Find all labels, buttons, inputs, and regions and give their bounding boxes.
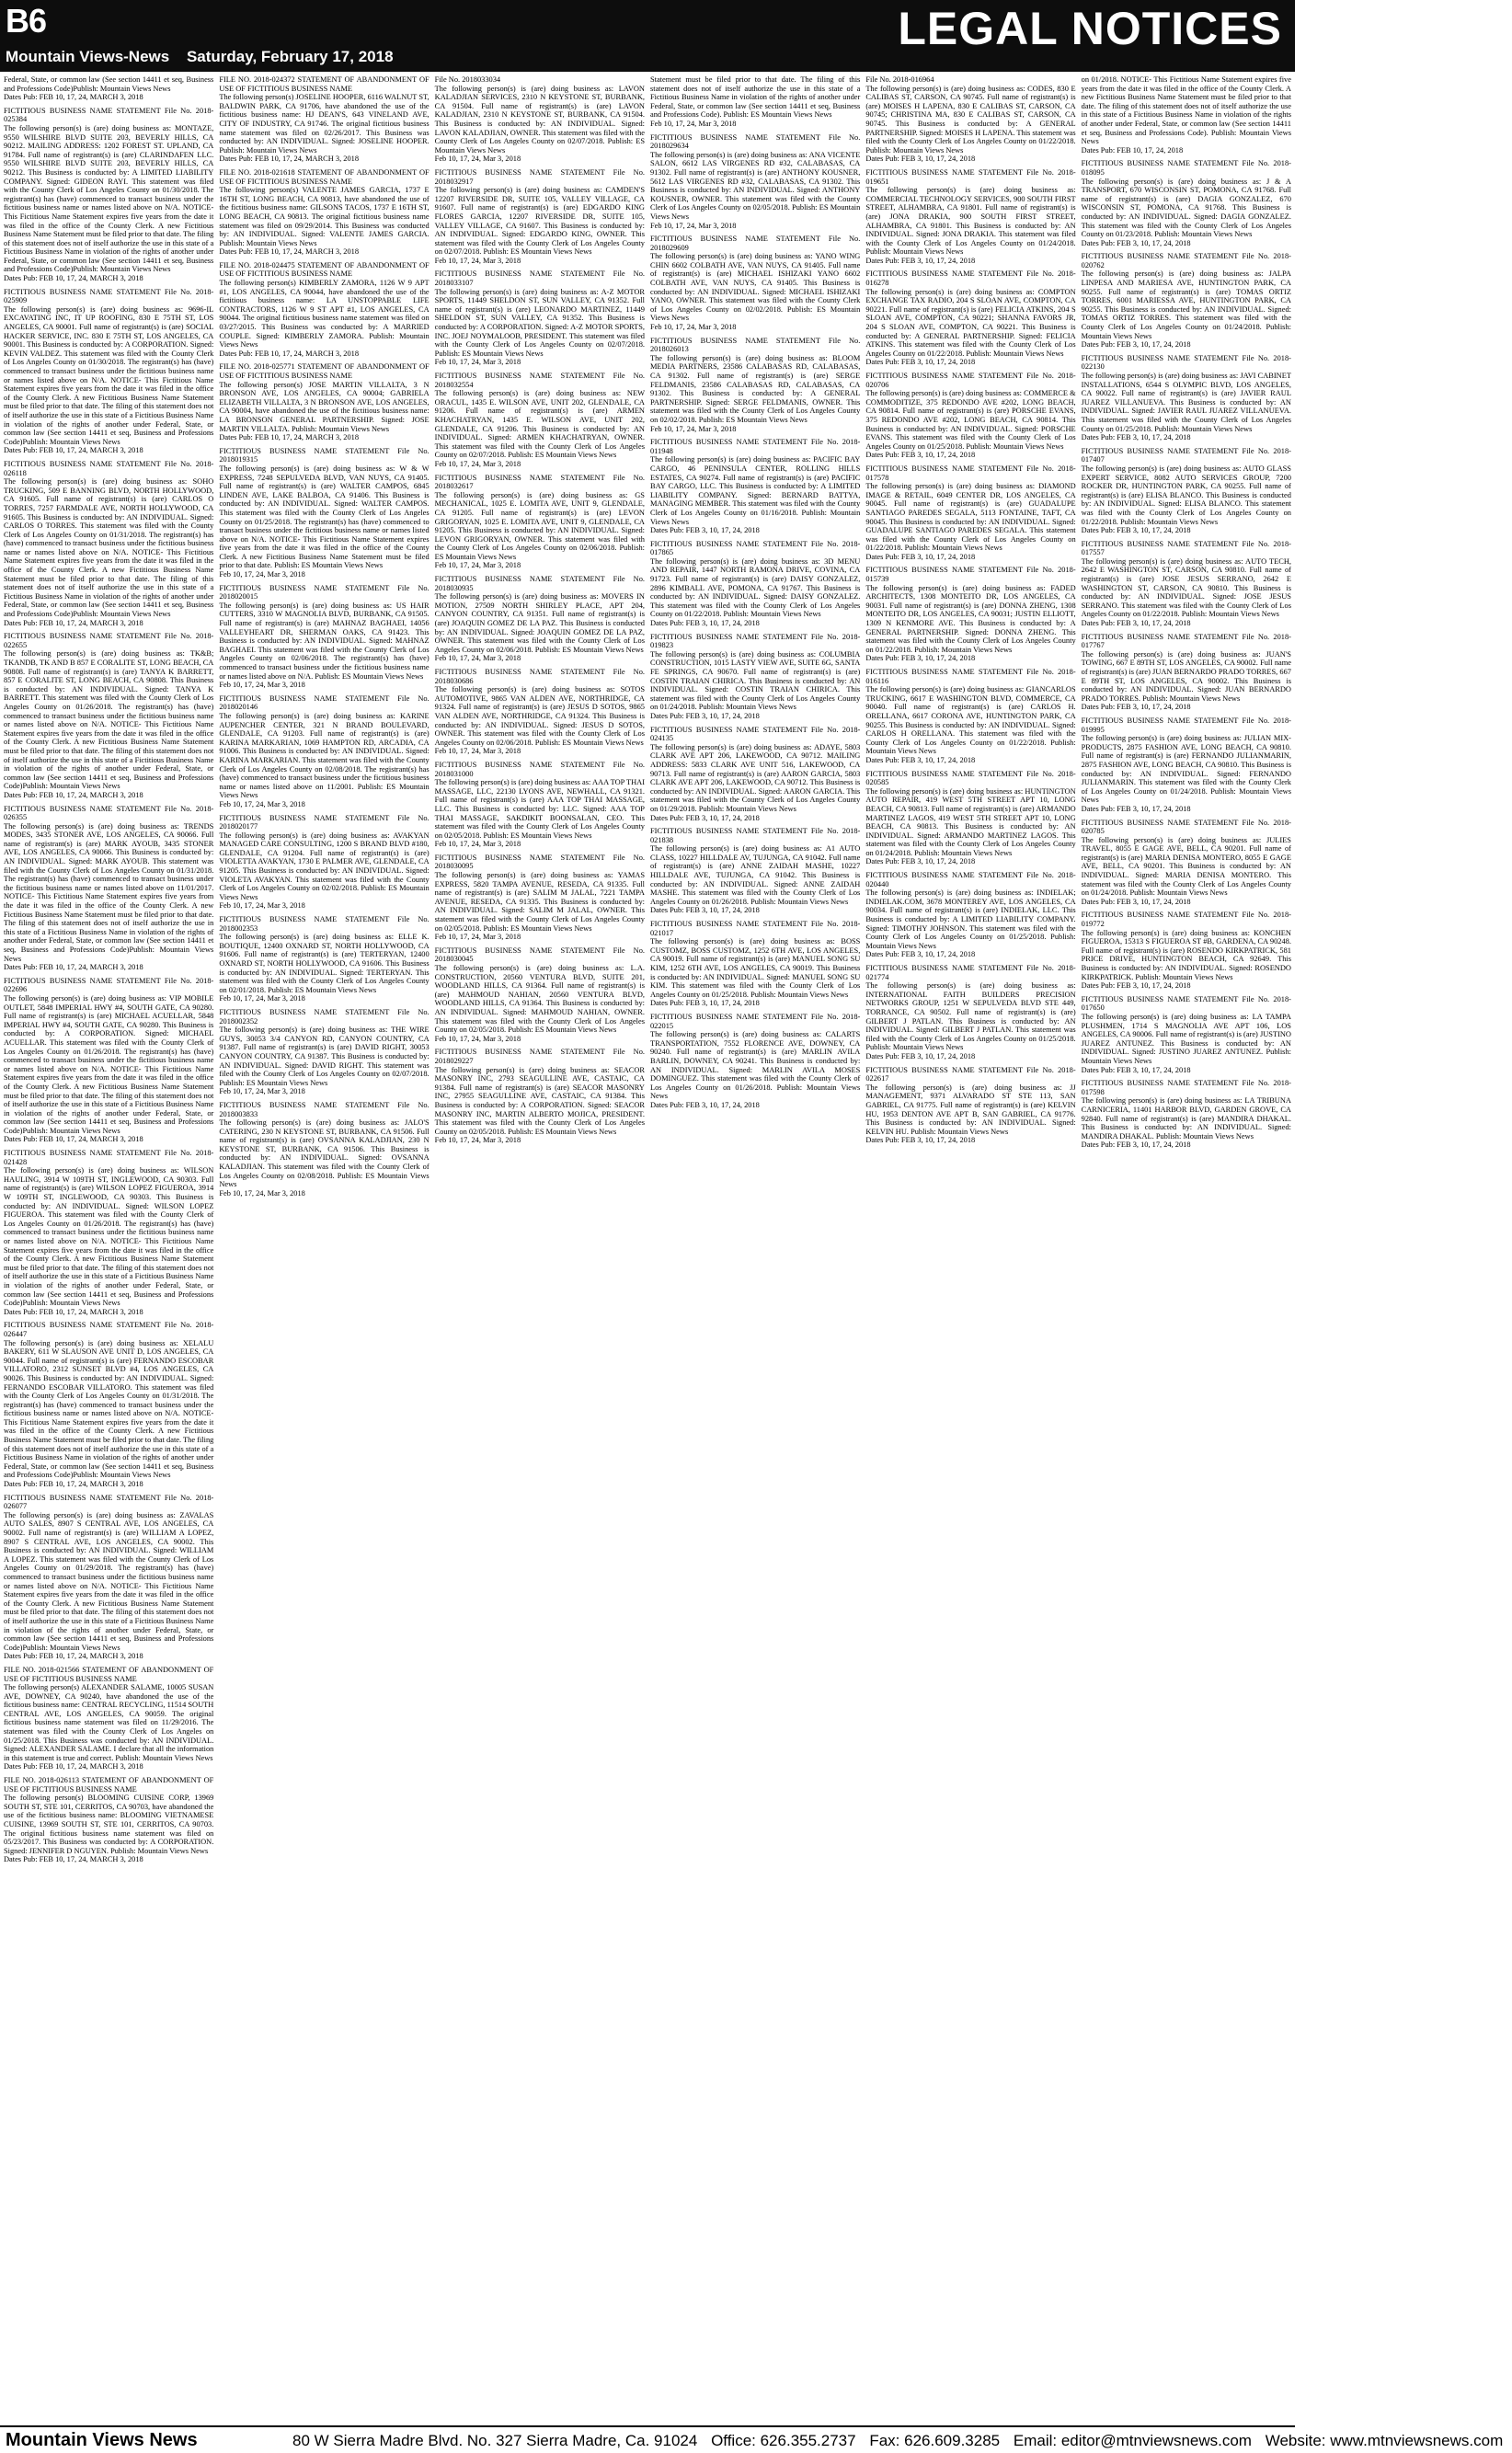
notice-title: FICTITIOUS BUSINESS NAME STATEMENT File No. 2018-017557 xyxy=(1081,539,1291,557)
notice-body: The following person(s) is (are) doing business as: ZAVALAS AUTO SALES, 8907 S CENTRAL AVE, LOS ANGELES, CA 90002. Full name of registrant(s) is (are) WILLIAM A LOPEZ, 8907 S CENTRAL AVE, LOS ANGELES, CA 90002. This Business is conducted by: AN INDIVIDUAL. Signed: WILLIAM A LOPEZ. This statement was filed with the County Clerk of Los Angeles County on 01/29/2018. The registrant(s) has (have) commenced to transact business under the fictitious business name or names listed above on N/A. NOTICE- This Fictitious Name Statement expires five years from the date it was filed in the office of the County Clerk. A new Fictitious Business Name Statement must be filed prior to that date. The filing of this statement does not of itself authorize the use in this state of a Fictitious Business Name in violation of the rights of another under Federal, State, or common law (See section 14411 et seq, Business and Professions Code)Publish: Mountain Views News xyxy=(4,1510,214,1652)
legal-notice xyxy=(650,75,860,129)
notice-body: The following person(s) VALENTE JAMES GARCIA, 1737 E 16TH ST, LONG BEACH, CA 90813, have abandoned the use of the fictitious business name: GILSONS TACOS, 1737 E 16TH ST, LONG BEACH, CA 90813. The original fictitious business name statement was filed on 09/29/2014. This Business was conducted by: AN INDIVIDUAL. Signed: VALENTE JAMES GARCIA. Publish: Mountain Views News xyxy=(219,186,430,247)
notice-publication-dates: Dates Pub: FEB 3, 10, 17, 24, 2018 xyxy=(865,1051,976,1060)
notice-title: FICTITIOUS BUSINESS NAME STATEMENT File No. 2018-017598 xyxy=(1081,1079,1291,1096)
legal-notice xyxy=(219,915,429,1003)
notice-body: The following person(s) is (are) doing business as: SOTOS AUTOMOTIVE, 9865 VAN ALDEN AVE, NORTHRIDGE, CA 91324. Full name of registrant(s) is (are) JESUS D SOTOS, 9865 VAN ALDEN AVE, NORTHRIDGE, CA 91324. This Business is conducted by: AN INDIVIDUAL. Signed: JESUS D SOTOS, OWNER. This statement was filed with the County Clerk of Los Angeles County on 02/06/2018. Publish: ES Mountain Views News xyxy=(434,685,645,747)
notice-publication-dates: Dates Pub: FEB 3, 10, 17, 24, 2018 xyxy=(865,857,976,866)
legal-notice xyxy=(1082,633,1291,712)
notice-title: FICTITIOUS BUSINESS NAME STATEMENT File No. 2018033107 xyxy=(434,269,645,288)
legal-notice xyxy=(435,854,645,942)
notice-body: The following person(s) is (are) doing business as: MOVERS IN MOTION, 27509 NORTH SHIRLEY PLACE, APT 204, CANYON COUNTRY, CA 91351. Full name of registrant(s) is (are) JOAQUIN GOMEZ DE LA PAZ. This Business is conducted by: AN INDIVIDUAL. Signed: JOAQUIN GOMEZ DE LA PAZ, OWNER. This statement was filed with the County Clerk of Los Angeles County on 02/06/2018. Publish: ES Mountain Views News xyxy=(434,592,645,654)
notice-body: The following person(s) is (are) doing business as: KARINE AUPENCHER CENTER, 321 N BRAND BOULEVARD, GLENDALE, CA 91203. Full name of registrant(s) is (are) KARINA MARKARIAN, 1069 HAMPTON RD, ARCADIA, CA 91006. This Business is conducted by: AN INDIVIDUAL. Signed: KARINA MARKARIAN. This statement was filed with the County Clerk of Los Angeles County on 02/08/2018. The registrant(s) has (have) commenced to transact business under the fictitious business name or names listed above on 11/2001. Publish: ES Mountain Views News xyxy=(219,711,430,800)
notice-publication-dates: Dates Pub: FEB 10, 17, 24, MARCH 3, 2018 xyxy=(4,446,143,455)
notice-title: FICTITIOUS BUSINESS NAME STATEMENT File No. 2018-026077 xyxy=(4,1493,214,1511)
legal-notice xyxy=(4,107,213,283)
legal-notice xyxy=(219,694,429,809)
notice-publication-dates: Dates Pub: FEB 10, 17, 24, MARCH 3, 2018 xyxy=(4,1652,143,1661)
notice-title: FICTITIOUS BUSINESS NAME STATEMENT File No. 2018029227 xyxy=(434,1048,645,1065)
notice-publication-dates: Dates Pub: FEB 10, 17, 24, MARCH 3, 2018 xyxy=(4,790,143,799)
issue-date: Saturday, February 17, 2018 xyxy=(186,48,394,65)
notice-column xyxy=(219,75,429,2424)
notice-body: The following person(s) is (are) doing business as: US HAIR CUTTERS, 3310 W MAGNOLIA BLVD, BURBANK, CA 91505. Full name of registrant(s) is (are) MAHNAZ BAGHAEI, 14056 VALLEYHEART DR, SHERMAN OAKS, CA 91423. This Business is conducted by: AN INDIVIDUAL. Signed: MAHNAZ BAGHAEI. This statement was filed with the County Clerk of Los Angeles County on 02/06/2018. The registrant(s) has (have) commenced to transact business under the fictitious business name or names listed above on N/A. Publish: ES Mountain Views News xyxy=(219,601,430,681)
notice-publication-dates: Feb 10, 17, 24, Mar 3, 2018 xyxy=(434,654,521,663)
notice-body: The following person(s) is (are) doing business as: TRENDS MODES, 3435 STONER AVE, LOS ANGELES, CA 90066. Full name of registrant(s) is (are) MARK AYOUB, 3435 STONER AVE, LOS ANGELES, CA 90066. This Business is conducted by: AN INDIVIDUAL. Signed: MARK AYOUB. This statement was filed with the County Clerk of Los Angeles County on 01/31/2018. The registrant(s) has (have) commenced to transact business under the fictitious business name or names listed above on 11/01/2017. NOTICE- This Fictitious Name Statement expires five years from the date it was filed in the office of the County Clerk. A new Fictitious Business Name Statement must be filed prior to that date. The filing of this statement does not of itself authorize the use in this state of a Fictitious Business Name in violation of the rights of another under Federal, State, or common law (See section 14411 et seq, Business and Professions Code)Publish: Mountain Views News xyxy=(4,821,214,963)
notice-body: The following person(s) is (are) doing business as: COMMERCIAL TECHNOLOGY SERVICES, 900 SOUTH FIRST STREET, ALHAMBRA, CA 91801. Full name of registrant(s) is (are) JONA DRAKIA, 900 SOUTH FIRST STREET, ALHAMBRA, CA 91801. This Business is conducted by: AN INDIVIDUAL. Signed: JONA DRAKIA. This statement was filed with the County Clerk of Los Angeles County on 01/24/2018. Publish: Mountain Views News xyxy=(865,186,1076,257)
notice-publication-dates: Feb 10, 17, 24, Mar 3, 2018 xyxy=(649,323,737,332)
notice-title: FICTITIOUS BUSINESS NAME STATEMENT File No. 2018-019772 xyxy=(1081,911,1291,929)
notice-body: The following person(s) is (are) doing business as: KONCHEN FIGUEROA, 15313 S FIGUEROA ST #B, GARDENA, CA 90248. Full name of registrant(s) is (are) ROSENDO KIRKPATRICK, 581 PRICE DRIVE, HUNTINGTON BEACH, CA 92649. This Business is conducted by: AN INDIVIDUAL. Signed: ROSENDO KIRKPATRICK. Publish: Mountain Views News xyxy=(1081,928,1291,981)
legal-notice xyxy=(4,460,213,627)
legal-notice xyxy=(219,447,429,579)
notice-title: FICTITIOUS BUSINESS NAME STATEMENT File No. 2018-022617 xyxy=(865,1065,1076,1083)
notice-body: The following person(s) is (are) doing business as: ELLE K. BOUTIQUE, 12400 OXNARD ST, NORTH HOLLYWOOD, CA 91606. Full name of registrant(s) is (are) TERTERYAN, 12400 OXNARD ST, NORTH HOLLYWOOD, CA 91606. This Business is conducted by: AN INDIVIDUAL. Signed: TERTERYAN. This statement was filed with the County Clerk of Los Angeles County on 02/01/2018. Publish: ES Mountain Views News xyxy=(219,933,430,994)
notice-title: FICTITIOUS BUSINESS NAME STATEMENT File No. 2018032917 xyxy=(434,167,645,186)
notice-publication-dates: Dates Pub: FEB 10, 17, 24, MARCH 3, 2018 xyxy=(4,1135,143,1144)
notice-body: The following person(s) is (are) doing business as: DIAMOND IMAGE & RETAIL, 6049 CENTER DR, LOS ANGELES, CA 90045. Full name of registrant(s) is (are) GUADALUPE SANTIAGO PAREDES SEGALA, 5113 FONTAINE, TAFT, CA 90045. This Business is conducted by: AN INDIVIDUAL. Signed: GUADALUPE SANTIAGO PAREDES SEGALA. This statement was filed with the County Clerk of Los Angeles County on 01/22/2018. Publish: Mountain Views News xyxy=(865,482,1076,553)
notice-title: FILE NO. 2018-024372 STATEMENT OF ABANDONMENT OF USE OF FICTITIOUS BUSINESS NAME xyxy=(219,75,430,93)
notice-publication-dates: Dates Pub: FEB 3, 10, 17, 24, 2018 xyxy=(1081,238,1191,247)
notice-body: The following person(s) JOSE MARTIN VILLALTA, 3 N BRONSON AVE, LOS ANGELES, CA 90004; GABRIELA ELIZABETH VILLALTA, 3 N BRONSON AVE, LOS ANGELES, CA 90004, have abandoned the use of the fictitious business name: LA BRONSON GENERAL PARTNERSHIP. Signed: JOSE MARTIN VILLALTA. Publish: Mountain Views News xyxy=(219,380,430,433)
notice-publication-dates: Dates Pub: FEB 10, 17, 24, MARCH 3, 2018 xyxy=(4,274,143,283)
legal-notice xyxy=(650,133,860,231)
footer-contact xyxy=(292,2432,1512,2450)
notice-title: FICTITIOUS BUSINESS NAME STATEMENT File No. 2018-020762 xyxy=(1081,252,1291,269)
legal-notice xyxy=(435,761,645,849)
legal-notice xyxy=(1082,447,1291,535)
notice-publication-dates: Feb 10, 17, 24, Mar 3, 2018 xyxy=(434,1136,521,1145)
notice-body: The following person(s) is (are) doing business as: WILSON HAULING, 3914 W 109TH ST, INGLEWOOD, CA 90303. Full name of registrant(s) is (are) WILSON LOPEZ FIGUEROA, 3914 W 109TH ST, INGLEWOOD, CA 90303. This Business is conducted by: AN INDIVIDUAL. Signed: WILSON LOPEZ FIGUEROA. This statement was filed with the County Clerk of Los Angeles County on 01/26/2018. The registrant(s) has (have) commenced to transact business under the fictitious business name or names listed above on N/A. NOTICE- This Fictitious Name Statement expires five years from the date it was filed in the office of the County Clerk. A new Fictitious Business Name Statement must be filed prior to that date. The filing of this statement does not of itself authorize the use in this state of a Fictitious Business Name in violation of the rights of another under Federal, State, or common law (See section 14411 et seq, Business and Professions Code)Publish: Mountain Views News xyxy=(4,1166,214,1308)
notice-publication-dates: Dates Pub: FEB 3, 10, 17, 24, 2018 xyxy=(1081,897,1191,906)
notice-title: FILE NO. 2018-024475 STATEMENT OF ABANDONMENT OF USE OF FICTITIOUS BUSINESS NAME xyxy=(219,260,430,279)
legal-notice xyxy=(435,168,645,266)
notice-publication-dates: Feb 10, 17, 24, Mar 3, 2018 xyxy=(434,840,521,849)
notice-title: FICTITIOUS BUSINESS NAME STATEMENT File No. 2018-019651 xyxy=(865,167,1076,186)
notice-body: The following person(s) is (are) doing business as: COMPTON EXCHANGE TAX RADIO, 204 S SLOAN AVE, COMPTON, CA 90221. Full name of registrant(s) is (are) FELICIA ATKINS, 204 S SLOAN AVE, COMPTON, CA 90221; SHANNA FAVORS JR, 204 S SLOAN AVE, COMPTON, CA 90221. This Business is conducted by: A GENERAL PARTNERSHIP. Signed: FELICIA ATKINS. This statement was filed with the County Clerk of Los Angeles County on 01/22/2018. Publish: Mountain Views News xyxy=(865,287,1076,358)
notice-body: The following person(s) is (are) doing business as: BOSS CUSTOMZ, BOSS CUSTOMZ, 1252 6TH AVE, LOS ANGELES, CA 90019. Full name of registrant(s) is (are) MANUEL SONG SU KIM, 1252 6TH AVE, LOS ANGELES, CA 90019. This Business is conducted by: AN INDIVIDUAL. Signed: MANUEL SONG SU KIM. This statement was filed with the County Clerk of Los Angeles County on 01/25/2018. Publish: Mountain Views News xyxy=(649,937,861,999)
notice-publication-dates: Dates Pub: FEB 10, 17, 24, MARCH 3, 2018 xyxy=(4,93,143,102)
footer-paper-name: Mountain Views News xyxy=(6,2430,198,2450)
notice-publication-dates: Dates Pub: FEB 3, 10, 17, 24, 2018 xyxy=(649,619,760,628)
notice-body: The following person(s) is (are) doing business as: JALO'S CATERING, 230 N KEYSTONE ST, BURBANK, CA 91506. Full name of registrant(s) is (are) OVSANNA KALADJIAN, 230 N KEYSTONE ST, BURBANK, CA 91506. This Business is conducted by: AN INDIVIDUAL. Signed: OVSANNA KALADJIAN. This statement was filed with the County Clerk of Los Angeles County on 02/08/2018. Publish: ES Mountain Views News xyxy=(219,1118,430,1189)
notice-title: FICTITIOUS BUSINESS NAME STATEMENT File No. 2018032554 xyxy=(434,372,645,389)
notice-title: FICTITIOUS BUSINESS NAME STATEMENT File No. 2018030935 xyxy=(434,575,645,592)
notice-publication-dates: Dates Pub: FEB 10, 17, 24, MARCH 3, 2018 xyxy=(4,1762,143,1771)
legal-notice xyxy=(650,438,860,535)
notice-publication-dates: Dates Pub: FEB 3, 10, 17, 24, 2018 xyxy=(865,256,976,265)
notice-publication-dates: Feb 10, 17, 24, Mar 3, 2018 xyxy=(434,933,521,942)
notice-title: FICTITIOUS BUSINESS NAME STATEMENT File No. 2018020177 xyxy=(219,813,430,831)
notice-publication-dates: Dates Pub: FEB 3, 10, 17, 24, 2018 xyxy=(1081,340,1191,350)
legal-notice xyxy=(865,75,1075,164)
legal-notices-columns xyxy=(4,75,1291,2424)
notice-body: The following person(s) is (are) doing business as: COMMERCE & COMMODITIZE, 375 REDONDO AVE #202, LONG BEACH, CA 90814. Full name of registrant(s) is (are) PORSCHE EVANS, 375 REDONDO AVE #202, LONG BEACH, CA 90814. This Business is conducted by: AN INDIVIDUAL. Signed: PORSCHE EVANS. This statement was filed with the County Clerk of Los Angeles County on 01/25/2018. Publish: Mountain Views News xyxy=(865,389,1076,451)
notice-body: The following person(s) is (are) doing business as: CODES, 830 E CALIBAS ST, CARSON, CA 90745. Full name of registrant(s) is (are) MOISES H LAPENA, 830 E CALIBAS ST, CARSON, CA 90745; CHRISTINA MA, 830 E CALIBAS ST, CARSON, CA 90745. This Business is conducted by: A GENERAL PARTNERSHIP. Signed: MOISES H LAPENA. This statement was filed with the County Clerk of Los Angeles County on 01/22/2018. Publish: Mountain Views News xyxy=(865,84,1076,155)
legal-notice xyxy=(219,362,429,441)
notice-body: The following person(s) is (are) doing business as: CALARTS TRANSPORTATION, 7552 FLORENCE AVE, DOWNEY, CA 90240. Full name of registrant(s) is (are) MARLIN AVILA BARLIN, DOWNEY, CA 90241. This Business is conducted by: AN INDIVIDUAL. Signed: MARLIN AVILA MOSES DOMINGUEZ. This statement was filed with the County Clerk of Los Angeles County on 01/26/2018. Publish: Mountain Views News xyxy=(649,1030,861,1101)
notice-publication-dates: Feb 10, 17, 24, Mar 3, 2018 xyxy=(434,561,521,570)
legal-notice xyxy=(1082,911,1291,990)
notice-publication-dates: Dates Pub: FEB 3, 10, 17, 24, 2018 xyxy=(649,711,760,720)
legal-notice xyxy=(650,920,860,1008)
notice-body: on 01/2018. NOTICE- This Fictitious Name Statement expires five years from the date it was filed in the office of the County Clerk. A new Fictitious Business Name Statement must be filed prior to that date. The filing of this statement does not of itself authorize the use in this state of a Fictitious Business Name in violation of the rights of another under Federal, State, or common law (See section 14411 et seq, Business and Professions Code). Publish: Mountain Views News xyxy=(1081,75,1291,146)
notice-publication-dates: Feb 10, 17, 24, Mar 3, 2018 xyxy=(434,358,521,367)
legal-notice xyxy=(4,805,213,972)
notice-publication-dates: Feb 10, 17, 24, Mar 3, 2018 xyxy=(219,1188,305,1198)
notice-body: The following person(s) BLOOMING CUISINE CORP, 13969 SOUTH ST, STE 101, CERRITOS, CA 90703, have abandoned the use of the fictitious business name: BLOOMING VIETNAMESE CUISINE, 13969 SOUTH ST, STE 101, CERRITOS, CA 90703. The original fictitious business name statement was filed on 05/23/2017. This Business was conducted by: A CORPORATION. Signed: JENNIFER D NGUYEN. Publish: Mountain Views News xyxy=(4,1794,214,1855)
legal-notice xyxy=(219,814,429,911)
notice-body: The following person(s) is (are) doing business as: JALPA LINPESA AND MARIESA AVE, HUNTINGTON PARK, CA 90255. Full name of registrant(s) is (are) TOMAS ORTIZ TORRES, 6001 MARIESSA AVE, HUNTINGTON PARK, CA 90255. This Business is conducted by: AN INDIVIDUAL. Signed: TOMAS ORTIZ TORRES. This statement was filed with the County Clerk of Los Angeles County on 01/24/2018. Publish: Mountain Views News xyxy=(1081,269,1291,340)
notice-body: The following person(s) is (are) doing business as: ADAYE, 5803 CLARK AVE APT 206, LAKEWOOD, CA 90712. MAILING ADDRESS: 5833 CLARK AVE UNIT 516, LAKEWOOD, CA 90713. Full name of registrant(s) is (are) AARON GARCIA, 5803 CLARK AVE APT 206, LAKEWOOD, CA 90712. This Business is conducted by: AN INDIVIDUAL. Signed: AARON GARCIA. This statement was filed with the County Clerk of Los Angeles County on 01/29/2018. Publish: Mountain Views News xyxy=(649,742,861,813)
notice-title: FICTITIOUS BUSINESS NAME STATEMENT File No. 2018-022655 xyxy=(4,632,214,649)
footer-fax: Fax: 626.609.3285 xyxy=(869,2432,1001,2449)
notice-publication-dates: Dates Pub: FEB 3, 10, 17, 24, 2018 xyxy=(649,526,760,535)
notice-body: The following person(s) is (are) doing business as: BLOOM MEDIA PARTNERS, 23586 CALABASAS RD, CALABASAS, CA 91302. Full name of registrant(s) is (are) SERGE FELDMANIS, 23586 CALABASAS RD, CALABASAS, CA 91302. This Business is conducted by: A GENERAL PARTNERSHIP. Signed: SERGE FELDMANIS, OWNER. This statement was filed with the County Clerk of Los Angeles County on 02/02/2018. Publish: ES Mountain Views News xyxy=(649,353,861,424)
page-number: B6 xyxy=(6,2,47,40)
notice-publication-dates: Feb 10, 17, 24, Mar 3, 2018 xyxy=(219,570,305,579)
notice-publication-dates: Dates Pub: FEB 3, 10, 17, 24, 2018 xyxy=(649,999,760,1008)
notice-title: FICTITIOUS BUSINESS NAME STATEMENT File No. 2018-025384 xyxy=(4,106,214,124)
notice-body: The following person(s) is (are) doing business as: YAMAS EXPRESS, 5820 TAMPA AVENUE, RESEDA, CA 91335. Full name of registrant(s) is (are) SALIM M JALAL, 7221 TAMPA AVENUE, RESEDA, CA 91335. This Business is conducted by: AN INDIVIDUAL. Signed: SALIM M JALAL, OWNER. This statement was filed with the County Clerk of Los Angeles County on 02/05/2018. Publish: ES Mountain Views News xyxy=(434,871,645,933)
notice-body: The following person(s) is (are) doing business as: YANO WING CHIN 6602 COLBATH AVE, VAN NUYS, CA 91405. Full name of registrant(s) is (are) MICHAEL ISHIZAKI YANO 6602 COLBATH AVE, VAN NUYS, CA 91405. This Business is conducted by: AN INDIVIDUAL. Signed: MICHAEL ISHIZAKI YANO, OWNER. This statement was filed with the County Clerk of Los Angeles County on 02/02/2018. Publish: ES Mountain Views News xyxy=(649,252,861,323)
legal-notice xyxy=(1082,716,1291,814)
legal-notice xyxy=(1082,252,1291,350)
notice-title: FICTITIOUS BUSINESS NAME STATEMENT File No. 2018029634 xyxy=(649,132,861,151)
notice-title: File No. 2018-016964 xyxy=(865,75,934,84)
notice-title: FICTITIOUS BUSINESS NAME STATEMENT File No. 2018-017767 xyxy=(1081,632,1291,650)
footer-office-phone: Office: 626.355.2737 xyxy=(711,2432,856,2449)
notice-title: FICTITIOUS BUSINESS NAME STATEMENT File No. 2018-022696 xyxy=(4,976,214,994)
legal-notice xyxy=(1082,1079,1291,1150)
notice-publication-dates: Dates Pub: FEB 3, 10, 17, 24, 2018 xyxy=(1081,526,1191,535)
notice-title: FICTITIOUS BUSINESS NAME STATEMENT File No. 2018-020440 xyxy=(865,871,1076,888)
notice-title: FICTITIOUS BUSINESS NAME STATEMENT File No. 2018029609 xyxy=(649,235,861,252)
notice-publication-dates: Dates Pub: FEB 3, 10, 17, 24, 2018 xyxy=(649,813,760,822)
legal-notice xyxy=(219,584,429,690)
notice-title: FICTITIOUS BUSINESS NAME STATEMENT File No. 2018-021838 xyxy=(649,827,861,844)
notice-body: The following person(s) is (are) doing business as: LA TAMPA PLUSHMEN, 1714 S MAGNOLIA AVE APT 106, LOS ANGELES, CA 90006. Full name of registrant(s) is (are) JUSTINO JUAREZ ANTUNEZ. This Business is conducted by: AN INDIVIDUAL. Signed: JUSTINO JUAREZ ANTUNEZ. Publish: Mountain Views News xyxy=(1081,1012,1291,1065)
legal-notice xyxy=(865,871,1075,959)
notice-body: The following person(s) is (are) doing business as: 9696-IL EXCAVATING INC, IT UP ROOFING, 830 E 75TH ST, LOS ANGELES, CA 90001. Full name of registrant(s) is (are) SOCIAL HACKER SERVICE, INC. 830 E 75TH ST, LOS ANGELES, CA 90001. This Business is conducted by: A CORPORATION. Signed: KEVIN VALDEZ. This statement was filed with the County Clerk of Los Angeles County on 01/30/2018. The registrant(s) has (have) commenced to transact business under the fictitious business name or names listed above on N/A. NOTICE- This Fictitious Name Statement expires five years from the date it was filed in the office of the County Clerk. A new Fictitious Business Name Statement must be filed prior to that date. The filing of this statement does not of itself authorize the use in this state of a Fictitious Business Name in violation of the rights of another under Federal, State, or common law (See section 14411 et seq, Business and Professions Code)Publish: Mountain Views News xyxy=(4,304,214,446)
notice-publication-dates: Feb 10, 17, 24, Mar 3, 2018 xyxy=(649,221,737,230)
notice-title: FICTITIOUS BUSINESS NAME STATEMENT File No. 2018-024135 xyxy=(649,725,861,743)
legal-notice xyxy=(219,261,429,359)
notice-body: The following person(s) is (are) doing business as: LAVON KALADJIAN SERVICES, 2310 N KEYSTONE ST, BURBANK, CA 91504. Full name of registrant(s) is (are) LAVON KALADJIAN, 2310 N KEYSTONE ST, BURBANK, CA 91504. This Business is conducted by: AN INDIVIDUAL. Signed: LAVON KALADJIAN, OWNER. This statement was filed with the County Clerk of Los Angeles County on 02/07/2018. Publish: ES Mountain Views News xyxy=(434,84,645,155)
notice-publication-dates: Dates Pub: FEB 3, 10, 17, 24, 2018 xyxy=(1081,804,1191,813)
masthead xyxy=(0,0,1295,72)
notice-publication-dates: Dates Pub: FEB 3, 10, 17, 24, 2018 xyxy=(1081,433,1191,442)
notice-title: FICTITIOUS BUSINESS NAME STATEMENT File No. 2018002352 xyxy=(219,1007,430,1026)
legal-notice xyxy=(650,337,860,434)
legal-notice xyxy=(4,1321,213,1488)
legal-notice xyxy=(4,288,213,455)
notice-title: FICTITIOUS BUSINESS NAME STATEMENT File No. 2018-025909 xyxy=(4,287,214,305)
notice-publication-dates: Dates Pub: FEB 3, 10, 17, 24, 2018 xyxy=(1081,703,1191,712)
legal-notice xyxy=(4,977,213,1144)
notice-publication-dates: Dates Pub: FEB 10, 17, 24, MARCH 3, 2018 xyxy=(219,349,360,358)
notice-publication-dates: Feb 10, 17, 24, Mar 3, 2018 xyxy=(219,1087,305,1096)
notice-title: FICTITIOUS BUSINESS NAME STATEMENT File No. 2018031000 xyxy=(434,760,645,778)
notice-body: The following person(s) is (are) doing business as: A-Z MOTOR SPORTS, 11449 SHELDON ST, SUN VALLEY, CA 91352. Full name of registrant(s) is (are) LEONARDO MARTINEZ, 11449 SHELDON ST, SUN VALLEY, CA 91352. This Business is conducted by: A CORPORATION. Signed: A-Z MOTOR SPORTS, INC. JOEJ NOYMALOOB, PRESIDENT. This statement was filed with the County Clerk of Los Angeles County on 02/07/2018. Publish: ES Mountain Views News xyxy=(434,287,645,358)
legal-notice xyxy=(865,168,1075,266)
notice-publication-dates: Feb 10, 17, 24, Mar 3, 2018 xyxy=(219,681,305,690)
legal-notice xyxy=(435,575,645,663)
legal-notice xyxy=(4,1776,213,1864)
notice-column xyxy=(435,75,645,2424)
notice-title: FICTITIOUS BUSINESS NAME STATEMENT File No. 2018-022015 xyxy=(649,1012,861,1030)
legal-notice xyxy=(1082,995,1291,1074)
notice-title: FICTITIOUS BUSINESS NAME STATEMENT File No. 2018-011948 xyxy=(649,438,861,455)
notice-publication-dates: Dates Pub: FEB 3, 10, 17, 24, 2018 xyxy=(865,950,976,959)
notice-body: The following person(s) ALEXANDER SALAME, 10005 SUSAN AVE, DOWNEY, CA 90240, have abandoned the use of the fictitious business name: CENTRAL RECYCLING, 11514 SOUTH CENTRAL AVE, LOS ANGELES, CA 90059. The original fictitious business name statement was filed on 11/29/2016. The statement was filed with the County Clerk of Los Angeles on 01/25/2018. This Business was conducted by: AN INDIVIDUAL. Signed: ALEXANDER SALAME. I declare that all the information in this statement is true and correct. Publish: Mountain Views News xyxy=(4,1683,214,1762)
notice-title: FICTITIOUS BUSINESS NAME STATEMENT File No. 2018020015 xyxy=(219,583,430,602)
notice-body: The following person(s) is (are) doing business as: ANA VICENTE SALON, 6612 LAS VIRGENES RD #32, CALABASAS, CA 91302. Full name of registrant(s) is (are) ANTHONY KOUSNER, 5612 LAS VIRGENES RD #32, CALABASAS, CA 91302. This Business is conducted by: AN INDIVIDUAL. Signed: ANTHONY KOUSNER, OWNER. This statement was filed with the County Clerk of Los Angeles County on 02/05/2018. Publish: ES Mountain Views News xyxy=(649,150,861,221)
notice-title: FICTITIOUS BUSINESS NAME STATEMENT File No. 2018-015739 xyxy=(865,566,1076,584)
legal-notice xyxy=(865,464,1075,562)
notice-publication-dates: Feb 10, 17, 24, Mar 3, 2018 xyxy=(219,901,305,911)
notice-body: The following person(s) is (are) doing business as: COLUMBIA CONSTRUCTION, 1015 LASTY VIEW AVE, SUITE 6G, SANTA FE SPRINGS, CA 90670. Full name of registrant(s) is (are) COSTIN TRAIAN CHIRICA. This Business is conducted by: AN INDIVIDUAL. Signed: COSTIN TRAIAN CHIRICA. This statement was filed with the County Clerk of Los Angeles County on 01/24/2018. Publish: Mountain Views News xyxy=(649,649,861,712)
notice-publication-dates: Dates Pub: FEB 3, 10, 17, 24, 2018 xyxy=(865,1136,976,1145)
notice-publication-dates: Feb 10, 17, 24, Mar 3, 2018 xyxy=(434,747,521,756)
notice-publication-dates: Dates Pub: FEB 3, 10, 17, 24, 2018 xyxy=(865,755,976,764)
notice-body: The following person(s) is (are) doing business as: AVAKYAN MANAGED CARE CONSULTING, 1200 S BRAND BLVD #180, GLENDALE, CA 91204. Full name of registrant(s) is (are) VIOLETTA AVAKYAN, 1730 E PALMER AVE, GLENDALE, CA 91205. This Business is conducted by: AN INDIVIDUAL. Signed: VIOLETA AVAKYAN. This statement was filed with the County Clerk of Los Angeles County on 02/02/2018. Publish: ES Mountain Views News xyxy=(219,831,430,901)
notice-body: The following person(s) is (are) doing business as: INTERNATIONAL FAITH BUILDERS PRECISION NETWORKS GROUP, 1251 W SEPULVEDA BLVD STE 449, TORRANCE, CA 90502. Full name of registrant(s) is (are) GILBERT J PATLAN. This Business is conducted by: AN INDIVIDUAL. Signed: GILBERT J PATLAN. This statement was filed with the County Clerk of Los Angeles County on 01/25/2018. Publish: Mountain Views News xyxy=(865,981,1076,1052)
notice-column xyxy=(650,75,860,2424)
notice-body: The following person(s) is (are) doing business as: THE WIRE GUYS, 30053 3/4 CANYON RD, CANYON COUNTRY, CA 91387. Full name of registrant(s) is (are) DAVID RIGHT, 30053 CANYON COUNTRY, CA 91387. This Business is conducted by: AN INDIVIDUAL. Signed: DAVID RIGHT. This statement was filed with the County Clerk of Los Angeles County on 02/07/2018. Publish: ES Mountain Views News xyxy=(219,1026,430,1087)
legal-notice xyxy=(219,1101,429,1198)
notice-publication-dates: Feb 10, 17, 24, Mar 3, 2018 xyxy=(649,119,737,128)
notice-body: The following person(s) is (are) doing business as: TK&B; TKANDB, TK AND B 857 E CORALITE ST, LONG BEACH, CA 90808. Full name of registrant(s) is (are) TANYA K BARRETT, 857 E CORALITE ST, LONG BEACH, CA 90808. This Business is conducted by: AN INDIVIDUAL. Signed: TANYA K BARRETT. This statement was filed with the County Clerk of Los Angeles County on 01/26/2018. The registrant(s) has (have) commenced to transact business under the fictitious business name or names listed above on N/A. NOTICE- This Fictitious Name Statement expires five years from the date it was filed in the office of the County Clerk. A new Fictitious Business Name Statement must be filed prior to that date. The filing of this statement does not of itself authorize the use in this state of a Fictitious Business Name in violation of the rights of another under Federal, State, or common law (See section 14411 et seq, Business and Professions Code)Publish: Mountain Views News xyxy=(4,649,214,791)
notice-publication-dates: Dates Pub: FEB 10, 17, 24, MARCH 3, 2018 xyxy=(4,1855,143,1864)
notice-publication-dates: Dates Pub: FEB 10, 17, 24, MARCH 3, 2018 xyxy=(219,433,360,442)
notice-publication-dates: Dates Pub: FEB 10, 17, 24, MARCH 3, 2018 xyxy=(219,247,360,257)
notice-title: FILE NO. 2018-021566 STATEMENT OF ABANDONMENT OF USE OF FICTITIOUS BUSINESS NAME xyxy=(4,1665,214,1683)
legal-notice xyxy=(865,668,1075,765)
legal-notice xyxy=(865,1066,1075,1145)
notice-title: FICTITIOUS BUSINESS NAME STATEMENT File No. 2018003833 xyxy=(219,1100,430,1118)
notice-body: The following person(s) is (are) doing business as: JULIES TRAVEL, 8055 E GAGE AVE, BELL, CA 90201. Full name of registrant(s) is (are) MARIA DENISA MONTERO, 8055 E GAGE AVE, BELL, CA 90201. This Business is conducted by: AN INDIVIDUAL. Signed: MARIA DENISA MONTERO. This statement was filed with the County Clerk of Los Angeles County on 01/24/2018. Publish: Mountain Views News xyxy=(1081,835,1291,898)
notice-body: The following person(s) is (are) doing business as: JUAN'S TOWING, 667 E 89TH ST, LOS ANGELES, CA 90002. Full name of registrant(s) is (are) JUAN BERNARDO PRADO TORRES, 667 E 89TH ST, LOS ANGELES, CA 90002. This Business is conducted by: AN INDIVIDUAL. Signed: JUAN BERNARDO PRADO TORRES. Publish: Mountain Views News xyxy=(1081,649,1291,703)
notice-body: The following person(s) is (are) doing business as: HUNTINGTON AUTO REPAIR, 419 WEST 5TH STREET APT 10, LONG BEACH, CA 90813. Full name of registrant(s) is (are) ARMANDO MARTINEZ LAGOS, 419 WEST 5TH STREET APT 10, LONG BEACH, CA 90813. This Business is conducted by: AN INDIVIDUAL. Signed: ARMANDO MARTINEZ LAGOS. This statement was filed with the County Clerk of Los Angeles County on 01/24/2018. Publish: Mountain Views News xyxy=(865,786,1076,857)
masthead-subline xyxy=(6,48,407,66)
legal-notice xyxy=(865,372,1075,460)
section-title: LEGAL NOTICES xyxy=(898,3,1282,54)
notice-publication-dates: Feb 10, 17, 24, Mar 3, 2018 xyxy=(434,155,521,164)
footer-address: 80 W Sierra Madre Blvd. No. 327 Sierra Madre, Ca. 91024 xyxy=(292,2432,698,2449)
notice-body: The following person(s) is (are) doing business as: AAA TOP THAI MASSAGE, LLC, 22130 LYONS AVE, NEWHALL, CA 91321. Full name of registrant(s) is (are) AAA TOP THAI MASSAGE, LLC. This Business is conducted by: LLC. Signed: AAA TOP THAI MASSAGE, SAKDIKIT BOONSALAN, CEO. This statement was filed with the County Clerk of Los Angeles County on 02/05/2018. Publish: ES Mountain Views News xyxy=(434,778,645,840)
legal-notice xyxy=(650,827,860,915)
notice-body: The following person(s) is (are) doing business as: AUTO TECH, 2642 E WASHINGTON ST, CARSON, CA 90810. Full name of registrant(s) is (are) JOSE JESUS SERRANO, 2642 E WASHINGTON ST, CARSON, CA 90810. This Business is conducted by: AN INDIVIDUAL. Signed: JOSE JESUS SERRANO. This statement was filed with the County Clerk of Los Angeles County on 01/22/2018. Publish: Mountain Views News xyxy=(1081,556,1291,619)
notice-body: The following person(s) is (are) doing business as: A1 AUTO CLASS, 10227 HILLDALE AV, TUJUNGA, CA 91042. Full name of registrant(s) is (are) ANNE ZAIDAH MASHE, 10227 HILLDALE AVE, TUJUNGA, CA 91042. This Business is conducted by: AN INDIVIDUAL. Signed: ANNE ZAIDAH MASHE. This statement was filed with the County Clerk of Los Angeles County on 01/26/2018. Publish: Mountain Views News xyxy=(649,844,861,906)
legal-notice xyxy=(1082,354,1291,442)
footer-email: Email: editor@mtnviewsnews.com xyxy=(1013,2432,1252,2449)
notice-title: FICTITIOUS BUSINESS NAME STATEMENT File No. 2018-021017 xyxy=(649,920,861,937)
notice-column xyxy=(865,75,1075,2424)
notice-body: The following person(s) is (are) doing business as: 3D MENU AND REPAIR, 1447 NORTH RAMONA DRIVE, COVINA, CA 91723. Full name of registrant(s) is (are) DAISY GONZALEZ, 2896 KIMBALL AVE, POMONA, CA 91767. This Business is conducted by: AN INDIVIDUAL. Signed: DAISY GONZALEZ. This statement was filed with the County Clerk of Los Angeles County on 01/22/2018. Publish: Mountain Views News xyxy=(649,556,861,619)
notice-title: FICTITIOUS BUSINESS NAME STATEMENT File No. 2018-020706 xyxy=(865,372,1076,389)
notice-title: File No. 2018033034 xyxy=(434,75,501,84)
legal-notice xyxy=(4,1494,213,1661)
legal-notice xyxy=(1082,159,1291,247)
legal-notice xyxy=(4,1149,213,1316)
legal-notice xyxy=(650,235,860,332)
notice-title: FICTITIOUS BUSINESS NAME STATEMENT File No. 2018026013 xyxy=(649,336,861,354)
notice-body: The following person(s) is (are) doing business as: VIP MOBILE OUTLET, 5848 IMPERIAL HWY #4, SOUTH GATE, CA 90280. Full name of registrant(s) is (are) MICHAEL ACUELLAR, 5848 IMPERIAL HWY #4, SOUTH GATE, CA 90280. This Business is conducted by: A CORPORATION. Signed: MICHAEL ACUELLAR. This statement was filed with the County Clerk of Los Angeles County on 01/26/2018. The registrant(s) has (have) commenced to transact business under the fictitious business name or names listed above on N/A. NOTICE- This Fictitious Name Statement expires five years from the date it was filed in the office of the County Clerk. A new Fictitious Business Name Statement must be filed prior to that date. The filing of this statement does not of itself authorize the use in this state of a Fictitious Business Name in violation of the rights of another under Federal, State, or common law (See section 14411 et seq, Business and Professions Code)Publish: Mountain Views News xyxy=(4,993,214,1135)
notice-publication-dates: Dates Pub: FEB 3, 10, 17, 24, 2018 xyxy=(1081,619,1191,628)
legal-notice xyxy=(435,269,645,367)
notice-body: The following person(s) is (are) doing business as: PACIFIC BAY CARGO, 46 PENINSULA CENTER, ROLLING HILLS ESTATES, CA 90274. Full name of registrant(s) is (are) PACIFIC BAY CARGO, LLC. This Business is conducted by: A LIMITED LIABILITY COMPANY. Signed: BERNARD BATTYA, MANAGING MEMBER. This statement was filed with the County Clerk of Los Angeles County on 01/16/2018. Publish: Mountain Views News xyxy=(649,455,861,526)
legal-notice xyxy=(219,168,429,257)
notice-body: The following person(s) is (are) doing business as: INDIELAK; INDIELAK.COM, 3678 MONTEREY AVE, LOS ANGELES, CA 90034. Full name of registrant(s) is (are) INDIELAK, LLC. This Business is conducted by: A LIMITED LIABILITY COMPANY. Signed: TIMOTHY JOHNSON. This statement was filed with the County Clerk of Los Angeles County on 01/25/2018. Publish: Mountain Views News xyxy=(865,888,1076,950)
legal-notice xyxy=(435,668,645,756)
notice-body: The following person(s) is (are) doing business as: SEACOR MASONRY INC, 2793 SEAGULLINE AVE, CASTAIC, CA 91384. Full name of registrant(s) is (are) SEACOR MASONRY INC, 27955 SEAGULLINE AVE, CASTAIC, CA 91384. This Business is conducted by: A CORPORATION. Signed: SEACOR MASONRY INC, MARTIN ALBERTO MOJICA, PRESIDENT. This statement was filed with the County Clerk of Los Angeles County on 02/05/2018. Publish: ES Mountain Views News xyxy=(434,1065,645,1136)
notice-publication-dates: Dates Pub: FEB 3, 10, 17, 24, 2018 xyxy=(865,155,976,164)
notice-title: FICTITIOUS BUSINESS NAME STATEMENT File No. 2018-020585 xyxy=(865,769,1076,787)
legal-notice xyxy=(1082,540,1291,628)
notice-title: FILE NO. 2018-021618 STATEMENT OF ABANDONMENT OF USE OF FICTITIOUS BUSINESS NAME xyxy=(219,167,430,186)
notice-body: The following person(s) is (are) doing business as: AUTO GLASS EXPERT SERVICE, 8082 AUTO SERVICES GROUP, 7200 ROCKER DR, HUNTINGTON PARK, CA 90255. Full name of registrant(s) is (are) ELISA BLANCO. This Business is conducted by: AN INDIVIDUAL. Signed: ELISA BLANCO. This statement was filed with the County Clerk of Los Angeles County on 01/22/2018. Publish: Mountain Views News xyxy=(1081,464,1291,526)
notice-publication-dates: Dates Pub: FEB 10, 17, 24, MARCH 3, 2018 xyxy=(4,1480,143,1489)
notice-title: FICTITIOUS BUSINESS NAME STATEMENT File No. 2018-017650 xyxy=(1081,994,1291,1013)
notice-title: FICTITIOUS BUSINESS NAME STATEMENT File No. 2018-019995 xyxy=(1081,716,1291,734)
notice-title: FICTITIOUS BUSINESS NAME STATEMENT File No. 2018-026447 xyxy=(4,1321,214,1338)
notice-publication-dates: Feb 10, 17, 24, Mar 3, 2018 xyxy=(219,994,305,1003)
notice-publication-dates: Feb 10, 17, 24, Mar 3, 2018 xyxy=(434,256,521,265)
notice-title: FICTITIOUS BUSINESS NAME STATEMENT File No. 2018030686 xyxy=(434,668,645,685)
notice-publication-dates: Feb 10, 17, 24, Mar 3, 2018 xyxy=(434,1034,521,1043)
notice-body: The following person(s) is (are) doing business as: L.A. CONSTRUCTION, 20560 VENTURA BLVD, SUITE 201, WOODLAND HILLS, CA 91364. Full name of registrant(s) is (are) MAHMOUD NAHIAN, 20560 VENTURA BLVD, WOODLAND HILLS, CA 91364. This Business is conducted by: AN INDIVIDUAL. Signed: MAHMOUD NAHIAN, OWNER. This statement was filed with the County Clerk of Los Angeles County on 02/05/2018. Publish: ES Mountain Views News xyxy=(434,964,645,1035)
legal-notice xyxy=(435,474,645,571)
notice-publication-dates: Dates Pub: FEB 10, 17, 24, MARCH 3, 2018 xyxy=(4,963,143,972)
notice-title: FICTITIOUS BUSINESS NAME STATEMENT File No. 2018019315 xyxy=(219,446,430,464)
notice-title: FICTITIOUS BUSINESS NAME STATEMENT File No. 2018-018095 xyxy=(1081,159,1291,177)
legal-notice xyxy=(435,946,645,1044)
legal-notice xyxy=(4,75,213,102)
notice-body: The following person(s) is (are) doing business as: MONTAZE, 9550 WILSHIRE BLVD SUITE 203, BEVERLY HILLS, CA 90212. MAILING ADDRESS: 1202 FOREST ST. UPLAND, CA 91784. Full name of registrant(s) is (are) CLARINDAFEN LLC. 9550 WILSHIRE BLVD SUITE 203, BEVERLY HILLS, CA 90212. This Business is conducted by: A LIMITED LIABILITY COMPANY. Signed: GIDEON RAYI. This statement was filed with the County Clerk of Los Angeles County on 01/30/2018. The registrant(s) has (have) commenced to transact business under the fictitious business name or names listed above on N/A. NOTICE- This Fictitious Name Statement expires five years from the date it was filed in the office of the County Clerk. A new Fictitious Business Name Statement must be filed prior to that date. The filing of this statement does not of itself authorize the use in this state of a Fictitious Business Name in violation of the rights of another under Federal, State, or common law (See section 14411 et seq, Business and Professions Code)Publish: Mountain Views News xyxy=(4,123,214,274)
notice-body: The following person(s) is (are) doing business as: CAMDEN'S 12207 RIVERSIDE DR, SUITE 105, VALLEY VILLAGE, CA 91607. Full name of registrant(s) is (are) EDGARDO KING FLORES GARCIA, 12207 RIVERSIDE DR, SUITE 105, VALLEY VILLAGE, CA 91607. This Business is conducted by: AN INDIVIDUAL. Signed: EDGARDO KING, OWNER. This statement was filed with the County Clerk of Los Angeles County on 02/07/2018. Publish: ES Mountain Views News xyxy=(434,186,645,257)
notice-body: The following person(s) is (are) doing business as: FADED ARCHITECTS, 1308 MONTEITO DR, LOS ANGELES, CA 90031. Full name of registrant(s) is (are) DONNA ZHENG, 1308 MONTEITO DR, LOS ANGELES, CA 90031; JUSTIN ELLIOTT, 1309 N KENMORE AVE. This Business is conducted by: A GENERAL PARTNERSHIP. Signed: DONNA ZHENG. This statement was filed with the County Clerk of Los Angeles County on 01/22/2018. Publish: Mountain Views News xyxy=(865,583,1076,654)
notice-title: FICTITIOUS BUSINESS NAME STATEMENT File No. 2018-021774 xyxy=(865,964,1076,981)
notice-publication-dates: Dates Pub: FEB 10, 17, 24, 2018 xyxy=(1081,145,1184,155)
notice-publication-dates: Dates Pub: FEB 10, 17, 24, MARCH 3, 2018 xyxy=(4,1307,143,1316)
footer xyxy=(0,2425,1504,2453)
notice-publication-dates: Dates Pub: FEB 3, 10, 17, 24, 2018 xyxy=(649,906,760,915)
notice-body: The following person(s) is (are) doing business as: J & A TRANSPORT, 670 WISCONSIN ST, POMONA, CA 91768. Full name of registrant(s) is (are) DAGIA GONZALEZ, 670 WISCONSIN ST, POMONA, CA 91768. This Business is conducted by: AN INDIVIDUAL. Signed: DAGIA GONZALEZ. This statement was filed with the County Clerk of Los Angeles County on 01/23/2018. Publish: Mountain Views News xyxy=(1081,177,1291,239)
notice-body: Statement must be filed prior to that date. The filing of this statement does not of itself authorize the use in this state of a Fictitious Business Name in violation of the rights of another under Federal, State, or common law (See section 14411 et seq, Business and Professions Code). Publish: ES Mountain Views News xyxy=(649,75,861,120)
notice-title: FICTITIOUS BUSINESS NAME STATEMENT File No. 2018032617 xyxy=(434,473,645,491)
notice-title: FICTITIOUS BUSINESS NAME STATEMENT File No. 2018030095 xyxy=(434,853,645,871)
notice-title: FICTITIOUS BUSINESS NAME STATEMENT File No. 2018-016278 xyxy=(865,269,1076,288)
notice-title: FICTITIOUS BUSINESS NAME STATEMENT File No. 2018-019823 xyxy=(649,632,861,650)
legal-notice xyxy=(865,770,1075,867)
notice-title: FICTITIOUS BUSINESS NAME STATEMENT File No. 2018-026355 xyxy=(4,804,214,822)
notice-column xyxy=(1082,75,1291,2424)
notice-body: The following person(s) is (are) doing business as: JAVI CABINET INSTALLATIONS, 6544 S OLYMPIC BLVD, LOS ANGELES, CA 90022. Full name of registrant(s) is (are) JAVIER RAUL JUAREZ VILLANUEVA. This Business is conducted by: AN INDIVIDUAL. Signed: JAVIER RAUL JUAREZ VILLANUEVA. This statement was filed with the County Clerk of Los Angeles County on 01/25/2018. Publish: Mountain Views News xyxy=(1081,372,1291,433)
notice-title: FILE NO. 2018-025771 STATEMENT OF ABANDONMENT OF USE OF FICTITIOUS BUSINESS NAME xyxy=(219,362,430,380)
notice-publication-dates: Dates Pub: FEB 3, 10, 17, 24, 2018 xyxy=(1081,981,1191,991)
notice-title: FILE NO. 2018-026113 STATEMENT OF ABANDONMENT OF USE OF FICTITIOUS BUSINESS NAME xyxy=(4,1776,214,1794)
notice-publication-dates: Dates Pub: FEB 3, 10, 17, 24, 2018 xyxy=(865,552,976,561)
notice-body: The following person(s) is (are) doing business as: NEW ORACUL, 1435 E. WILSON AVE, UNIT 202, GLENDALE, CA 91206. Full name of registrant(s) is (are) ARMEN KHACHATRYAN, 1435 E. WILSON AVE, UNIT 202, GLENDALE, CA 91206. This Business is conducted by: AN INDIVIDUAL. Signed: ARMEN KHACHATRYAN, OWNER. This statement was filed with the County Clerk of Los Angeles County on 02/07/2018. Publish: ES Mountain Views News xyxy=(434,389,645,460)
notice-title: FICTITIOUS BUSINESS NAME STATEMENT File No. 2018-017578 xyxy=(865,464,1076,482)
notice-publication-dates: Dates Pub: FEB 10, 17, 24, MARCH 3, 2018 xyxy=(4,618,143,627)
legal-notice xyxy=(4,632,213,799)
notice-publication-dates: Dates Pub: FEB 3, 10, 17, 24, 2018 xyxy=(1081,1065,1191,1074)
legal-notice xyxy=(435,372,645,469)
notice-body: The following person(s) is (are) doing business as: LA TRIBUNA CARNICERIA, 11401 HARBOR BLVD, GARDEN GROVE, CA 92840. Full name of registrant(s) is (are) MANDIRA DHAKAL. This Business is conducted by: AN INDIVIDUAL. Signed: MANDIRA DHAKAL. Publish: Mountain Views News xyxy=(1081,1096,1291,1141)
notice-title: FICTITIOUS BUSINESS NAME STATEMENT File No. 2018-017407 xyxy=(1081,446,1291,464)
notice-publication-dates: Feb 10, 17, 24, Mar 3, 2018 xyxy=(434,459,521,468)
legal-notice xyxy=(650,1013,860,1110)
notice-title: FICTITIOUS BUSINESS NAME STATEMENT File No. 2018020146 xyxy=(219,693,430,712)
notice-body: The following person(s) is (are) doing business as: JJ MANAGEMENT, 9371 ALVARADO ST STE 113, SAN GABRIEL, CA 91775. Full name of registrant(s) is (are) KELVIN HU, 1953 DENTON AVE APT B, SAN GABRIEL, CA 91776. This Business is conducted by: AN INDIVIDUAL. Signed: KELVIN HU. Publish: Mountain Views News xyxy=(865,1083,1076,1136)
notice-title: FICTITIOUS BUSINESS NAME STATEMENT File No. 2018030045 xyxy=(434,946,645,964)
notice-title: FICTITIOUS BUSINESS NAME STATEMENT File No. 2018-021428 xyxy=(4,1149,214,1166)
notice-title: FICTITIOUS BUSINESS NAME STATEMENT File No. 2018-016116 xyxy=(865,668,1076,685)
notice-publication-dates: Dates Pub: FEB 3, 10, 17, 24, 2018 xyxy=(865,358,976,367)
notice-title: FICTITIOUS BUSINESS NAME STATEMENT File No. 2018-017865 xyxy=(649,539,861,557)
legal-notice xyxy=(1082,75,1291,155)
notice-title: FICTITIOUS BUSINESS NAME STATEMENT File No. 2018-022130 xyxy=(1081,353,1291,372)
notice-title: FICTITIOUS BUSINESS NAME STATEMENT File No. 2018-020785 xyxy=(1081,818,1291,836)
notice-publication-dates: Dates Pub: FEB 3, 10, 17, 24, 2018 xyxy=(649,1100,760,1109)
legal-notice xyxy=(435,1048,645,1145)
legal-notice xyxy=(865,964,1075,1061)
notice-title: FICTITIOUS BUSINESS NAME STATEMENT File No. 2018002353 xyxy=(219,915,430,933)
notice-publication-dates: Feb 10, 17, 24, Mar 3, 2018 xyxy=(649,424,737,433)
legal-notice xyxy=(865,269,1075,367)
footer-website: Website: www.mtnviewsnews.com xyxy=(1265,2432,1504,2449)
notice-body: The following person(s) is (are) doing business as: W & W EXPRESS, 7248 SEPULVEDA BLVD, VAN NUYS, CA 91405. Full name of registrant(s) is (are) WALTER CAMPOS, 6845 LINDEN AVE, LAKE BALBOA, CA 91406. This Business is conducted by: AN INDIVIDUAL. Signed: WALTER CAMPOS. This statement was filed with the County Clerk of Los Angeles County on 01/25/2018. The registrant(s) has (have) commenced to transact business under the fictitious business name or names listed above on N/A. NOTICE- This Fictitious Name Statement expires five years from the date it was filed in the office of the County Clerk. A new Fictitious Business Name Statement must be filed prior to that date. Publish: ES Mountain Views News xyxy=(219,464,430,570)
notice-body: The following person(s) is (are) doing business as: JULIAN MIX-PRODUCTS, 2875 FASHION AVE, LONG BEACH, CA 90810. Full name of registrant(s) is (are) FERNANDO JULIANMARIN, 2875 FASHION AVE, LONG BEACH, CA 90810. This Business is conducted by: AN INDIVIDUAL. Signed: FERNANDO JULIANMARIN. This statement was filed with the County Clerk of Los Angeles County on 01/24/2018. Publish: Mountain Views News xyxy=(1081,734,1291,805)
paper-name: Mountain Views-News xyxy=(6,48,170,65)
notice-publication-dates: Dates Pub: FEB 3, 10, 17, 24, 2018 xyxy=(1081,1141,1191,1150)
notice-body: The following person(s) is (are) doing business as: SOHO TRUCKING, 509 E BANNING BLVD, NORTH HOLLYWOOD, CA 91605. Full name of registrant(s) is (are) CARLOS O TORRES, 7257 FARMDALE AVE, NORTH HOLLYWOOD, CA 91605. This Business is conducted by: AN INDIVIDUAL. Signed: CARLOS O TORRES. This statement was filed with the County Clerk of Los Angeles County on 01/31/2018. The registrant(s) has (have) commenced to transact business under the fictitious business name or names listed above on N/A. NOTICE- This Fictitious Name Statement expires five years from the date it was filed in the office of the County Clerk. A new Fictitious Business Name Statement must be filed prior to that date. The filing of this statement does not of itself authorize the use in this state of a Fictitious Business Name in violation of the rights of another under Federal, State, or common law (See section 14411 et seq, Business and Professions Code)Publish: Mountain Views News xyxy=(4,477,214,619)
legal-notice xyxy=(219,1008,429,1096)
legal-notice xyxy=(865,566,1075,663)
notice-body: The following person(s) KIMBERLY ZAMORA, 1126 W 9 APT #1, LOS ANGELES, CA 90044, have abandoned the use of the fictitious business name: LA UNSTOPPABLE LIFE CONTRACTORS, 1126 W 9 ST APT #1, LOS ANGELES, CA 90044. The original fictitious business name statement was filed on 03/27/2015. This Business was conducted by: A MARRIED COUPLE. Signed: KIMBERLY ZAMORA. Publish: Mountain Views News xyxy=(219,279,430,350)
legal-notice xyxy=(650,726,860,823)
notice-body: The following person(s) is (are) doing business as: GS MECHANICAL, 1025 E. LOMITA AVE, UNIT 9, GLENDALE, CA 91205. Full name of registrant(s) is (are) LEVON GRIGORYAN, 1025 E. LOMITA AVE, UNIT 9, GLENDALE, CA 91205. This Business is conducted by: AN INDIVIDUAL. Signed: LEVON GRIGORYAN, OWNER. This statement was filed with the County Clerk of Los Angeles County on 02/06/2018. Publish: ES Mountain Views News xyxy=(434,490,645,561)
legal-notice xyxy=(4,1666,213,1771)
notice-publication-dates: Dates Pub: FEB 3, 10, 17, 24, 2018 xyxy=(865,451,976,460)
notice-body: Federal, State, or common law (See section 14411 et seq, Business and Professions Code)Publish: Mountain Views News xyxy=(4,75,214,93)
notice-body: The following person(s) JOSELINE HOOPER, 6116 WALNUT ST, BALDWIN PARK, CA 91706, have abandoned the use of the fictitious business name: HJ DEAN'S, 643 VINELAND AVE, CITY OF INDUSTRY, CA 91746. The original fictitious business name statement was filed on 02/26/2017. This Business was conducted by: AN INDIVIDUAL. Signed: JOSELINE HOOPER. Publish: Mountain Views News xyxy=(219,93,430,155)
notice-publication-dates: Dates Pub: FEB 10, 17, 24, MARCH 3, 2018 xyxy=(219,155,360,164)
legal-notice xyxy=(650,633,860,721)
legal-notice xyxy=(650,540,860,628)
legal-notice xyxy=(435,75,645,164)
notice-column xyxy=(4,75,213,2424)
legal-notice xyxy=(219,75,429,164)
notice-body: The following person(s) is (are) doing business as: GIANCARLOS TRUCKING, 6617 E WASHINGTON BLVD, COMMERCE, CA 90040. Full name of registrant(s) is (are) CARLOS H. ORELLANA, 6617 CORONA AVE, HUNTINGTON PARK, CA 90255. This Business is conducted by: AN INDIVIDUAL. Signed: CARLOS H ORELLANA. This statement was filed with the County Clerk of Los Angeles County on 01/22/2018. Publish: Mountain Views News xyxy=(865,685,1076,756)
notice-title: FICTITIOUS BUSINESS NAME STATEMENT File No. 2018-026118 xyxy=(4,459,214,477)
notice-body: The following person(s) is (are) doing business as: XELALU BAKERY, 611 W SLAUSON AVE UNIT D, LOS ANGELES, CA 90044. Full name of registrant(s) is (are) FERNANDO ESCOBAR VILLATORO, 2312 SUNSET BLVD #4, LOS ANGELES, CA 90026. This Business is conducted by: AN INDIVIDUAL. Signed: FERNANDO ESCOBAR VILLATORO. This statement was filed with the County Clerk of Los Angeles County on 01/31/2018. The registrant(s) has (have) commenced to transact business under the fictitious business name or names listed above on N/A. NOTICE- This Fictitious Name Statement expires five years from the date it was filed in the office of the County Clerk. A new Fictitious Business Name Statement must be filed prior to that date. The filing of this statement does not of itself authorize the use in this state of a Fictitious Business Name in violation of the rights of another under Federal, State, or common law (See section 14411 et seq, Business and Professions Code)Publish: Mountain Views News xyxy=(4,1338,214,1480)
legal-notice xyxy=(1082,819,1291,907)
notice-publication-dates: Feb 10, 17, 24, Mar 3, 2018 xyxy=(219,799,305,808)
notice-publication-dates: Dates Pub: FEB 3, 10, 17, 24, 2018 xyxy=(865,654,976,663)
